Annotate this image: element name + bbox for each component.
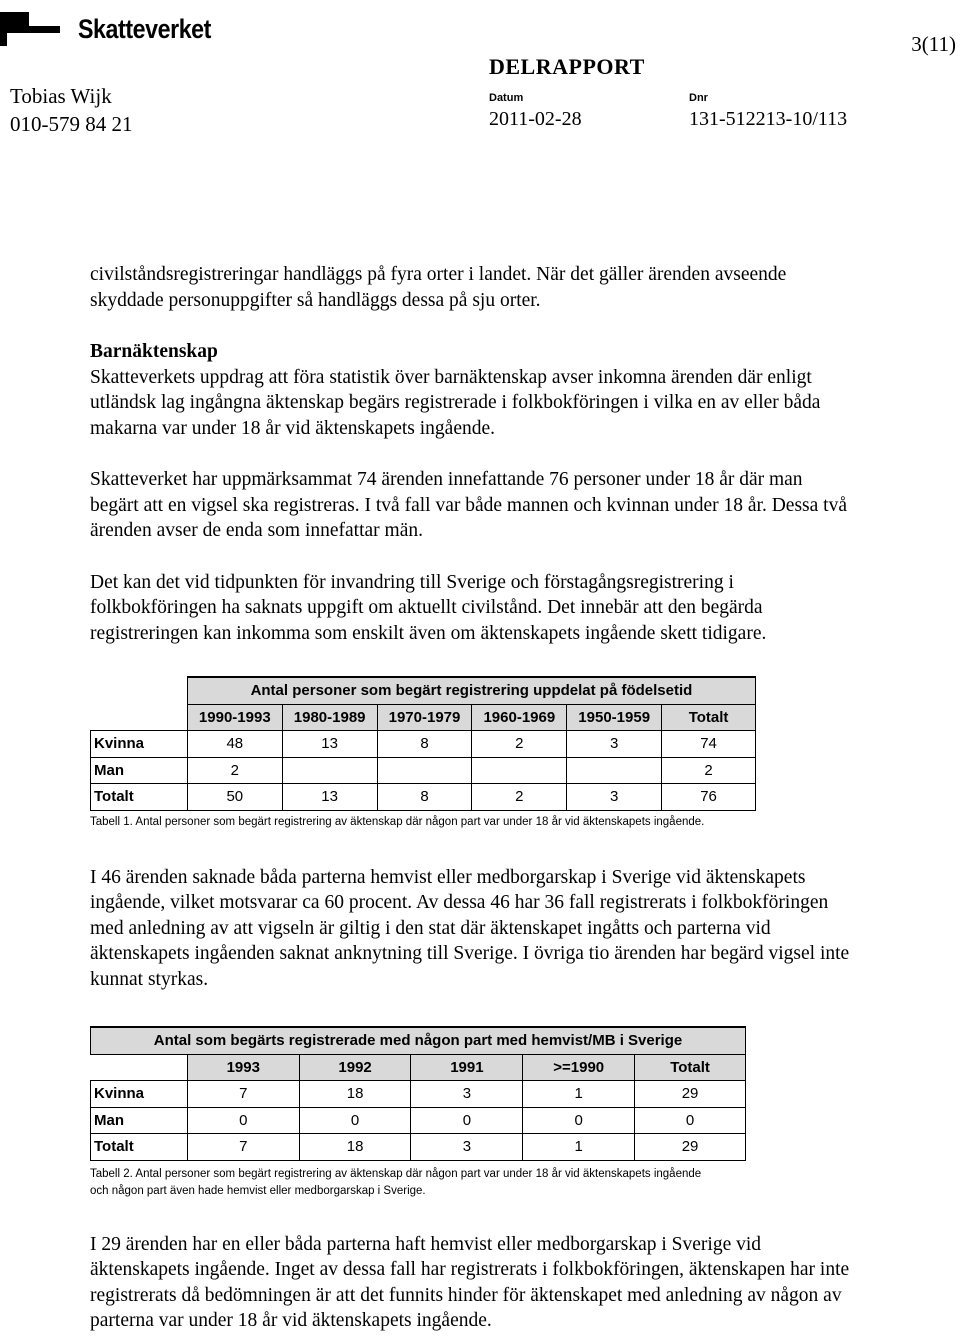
table1-col-header: 1980-1989 <box>282 704 377 731</box>
table1-col-header: 1990-1993 <box>187 704 282 731</box>
table-row <box>91 1107 746 1134</box>
author-block <box>10 82 133 138</box>
table-cell: 1 <box>523 1134 635 1161</box>
table-cell: 1 <box>523 1081 635 1108</box>
table2-col-header: 1991 <box>411 1054 523 1081</box>
table2-caption-line2: och någon part även hade hemvist eller medborgarskap i Sverige. <box>90 1184 426 1197</box>
table1-caption-text: Antal personer som begärt registrering av äktenskap där någon part var under 18 år vid äktenskapets ingående. <box>135 815 705 828</box>
table-cell: 0 <box>299 1107 411 1134</box>
table1-title: Antal personer som begärt registrering uppdelat på födelsetid <box>187 677 755 704</box>
row-label: Totalt <box>91 1134 188 1161</box>
table-cell: 3 <box>567 731 662 758</box>
table1-col-header: 1960-1969 <box>472 704 567 731</box>
row-label: Man <box>91 757 188 784</box>
table-cell: 50 <box>187 784 282 811</box>
author-phone: 010-579 84 21 <box>10 112 133 136</box>
brand-name: Skatteverket <box>78 14 211 44</box>
table-cell: 76 <box>662 784 756 811</box>
table-cell: 13 <box>282 731 377 758</box>
table2-col-header: 1992 <box>299 1054 411 1081</box>
table1-caption-prefix: Tabell 1. <box>90 815 133 828</box>
table-cell: 0 <box>523 1107 635 1134</box>
table-cell: 2 <box>662 757 756 784</box>
paragraph-findings: Skatteverket har uppmärksammat 74 ärenden innefattande 76 personer under 18 år där man begärt att en vigsel ska registreras. I två fall var både mannen och kvinnan under 18 år. Dessa två ärenden avser de enda som innefattar män. <box>90 469 847 541</box>
table-cell: 29 <box>635 1081 746 1108</box>
table-cell: 3 <box>567 784 662 811</box>
row-label: Kvinna <box>91 731 188 758</box>
table-cell: 7 <box>187 1134 299 1161</box>
table-cell: 0 <box>635 1107 746 1134</box>
dnr-value: 131-512213-10/113 <box>689 108 848 130</box>
paragraph-with-residence: I 29 ärenden har en eller båda parterna haft hemvist eller medborgarskap i Sverige vid äktenskapets ingående. Inget av dessa fall har registrerats i folkbokföringen, äktenskapen har inte registrerats då bedömningen är att det funnits hinder för äktenskapet med anledning av någon av parterna var under 18 år vid äktenskapets ingående. <box>90 1233 850 1331</box>
table2-title: Antal som begärts registrerade med någon part med hemvist/MB i Sverige <box>91 1027 746 1054</box>
table-row <box>91 1081 746 1108</box>
table-residence <box>90 1026 746 1161</box>
table2-col-header: >=1990 <box>523 1054 635 1081</box>
dnr-label: Dnr <box>689 92 708 104</box>
table-birth-period <box>90 676 756 811</box>
table1-col-header: 1950-1959 <box>567 704 662 731</box>
section-heading: Barnäktenskap <box>90 341 218 362</box>
table-cell <box>377 757 472 784</box>
table-cell: 8 <box>377 731 472 758</box>
table2-col-header: 1993 <box>187 1054 299 1081</box>
table2-caption-prefix: Tabell 2. <box>90 1167 133 1180</box>
table-cell: 2 <box>187 757 282 784</box>
table-cell: 18 <box>299 1081 411 1108</box>
paragraph-registration: Det kan det vid tidpunkten för invandring till Sverige och förstagångsregistrering i folkbokföringen ha saknats uppgift om aktuellt civilstånd. Det innebär att den begärda registreringen kan inkomma som enskilt även om äktenskapets ingående skett tidigare. <box>90 571 767 644</box>
paragraph-scope: Skatteverkets uppdrag att föra statistik över barnäktenskap avser inkomna ärenden där enligt utländsk lag ingångna äktenskap begärs registrerade i folkbokföringen i vilka en av eller båda makarna var under 18 år vid äktenskapets ingående. <box>90 366 821 439</box>
table2-col-header: Totalt <box>635 1054 746 1081</box>
skatteverket-logo-icon <box>0 12 60 46</box>
table-cell: 2 <box>472 784 567 811</box>
table-cell <box>282 757 377 784</box>
table-cell: 7 <box>187 1081 299 1108</box>
table-row <box>91 784 756 811</box>
row-label: Totalt <box>91 784 188 811</box>
table-row <box>91 731 756 758</box>
table-cell: 18 <box>299 1134 411 1161</box>
table2-caption <box>90 1166 850 1200</box>
paragraph-no-residence: I 46 ärenden saknade båda parterna hemvist eller medborgarskap i Sverige vid äktenskapets ingående, vilket motsvarar ca 60 procent. Av dessa 46 har 36 fall registrerats i folkbokföringen med anledning av att vigseln är giltig i den stat där äktenskapet ingåtts och parterna vid äktenskapets ingåenden saknat anknytning till Sverige. I övriga tio ärenden har begärd vigsel inte kunnat styrkas. <box>90 866 850 990</box>
table-cell <box>567 757 662 784</box>
row-label: Kvinna <box>91 1081 188 1108</box>
date-value: 2011-02-28 <box>489 108 582 130</box>
table-cell: 74 <box>662 731 756 758</box>
table-cell: 48 <box>187 731 282 758</box>
table-cell: 3 <box>411 1134 523 1161</box>
table-cell: 2 <box>472 731 567 758</box>
paragraph-intro: civilståndsregistreringar handläggs på fyra orter i landet. När det gäller ärenden avseende skyddade personuppgifter så handläggs dessa på sju orter. <box>90 264 787 311</box>
table-cell <box>472 757 567 784</box>
table-cell: 13 <box>282 784 377 811</box>
table1-caption <box>90 814 850 831</box>
table-cell: 0 <box>411 1107 523 1134</box>
document-body <box>90 262 850 1334</box>
table2-caption-line1 <box>90 1166 850 1183</box>
table-cell: 8 <box>377 784 472 811</box>
report-title: DELRAPPORT <box>489 54 645 79</box>
page-number: 3(11) <box>911 32 956 56</box>
table2-caption-text: Antal personer som begärt registrering av äktenskap där någon part var under 18 år vid äktenskapets ingående <box>135 1167 702 1180</box>
author-name: Tobias Wijk <box>10 84 112 108</box>
table1-col-header: 1970-1979 <box>377 704 472 731</box>
table-cell: 0 <box>187 1107 299 1134</box>
row-label: Man <box>91 1107 188 1134</box>
table-cell: 3 <box>411 1081 523 1108</box>
table1-col-header: Totalt <box>662 704 756 731</box>
table-row <box>91 757 756 784</box>
date-label: Datum <box>489 92 524 104</box>
table-row <box>91 1134 746 1161</box>
table-cell: 29 <box>635 1134 746 1161</box>
